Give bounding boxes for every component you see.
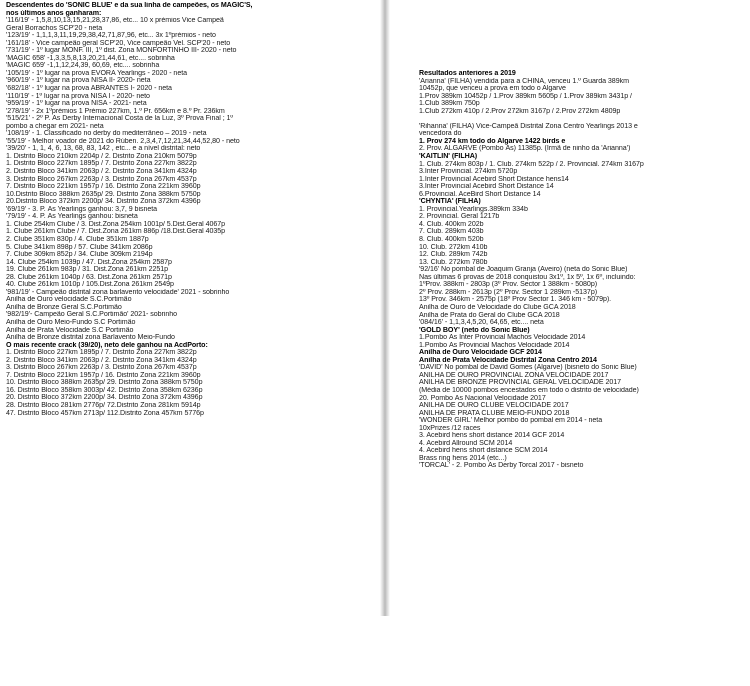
- text-line: ANILHA DE BRONZE PROVINCIAL GERAL VELOCIDADE 2017: [419, 379, 622, 387]
- text-line: 2. Prov. ALGARVE (Pombo Ás) 11385p. (Irmã de ninho da 'Arianna'): [419, 145, 631, 153]
- text-line: '69/19' - 3. P. Ás Yearlings ganhou: 3,7, 9 bisneta: [6, 205, 158, 213]
- text-line: ANILHA DE OURO PROVINCIAL ZONA VELOCIDADE 2017: [419, 371, 609, 379]
- text-line: ANILHA DE PRATA CLUBE MEIO-FUNDO 2018: [419, 409, 570, 417]
- text-line: Anilha de Prata Velocidade Distrital Zona Centro 2014: [419, 356, 597, 364]
- text-line: 3.Inter Provincial Acebird Short Distance 14: [419, 183, 554, 191]
- text-line: Anilha de Ouro Meio-Fundo S.C Portimão: [6, 318, 136, 326]
- text-line: 20. Distrito Bloco 372km 2200p/ 34. Distrito Zona 372km 4396p: [6, 394, 203, 402]
- text-line: '278/19' - 2x 1ºprémios 1 Prémio 227km, 1.º Pr. 656km e 8.º Pr. 236km: [6, 107, 225, 115]
- text-line: '161/18' - Vice campeão geral SCP'20, Vice campeão Vel. SCP'20 - neto: [6, 39, 231, 47]
- text-line: 1.Pombo Ás Inter Provincial Machos Velocidade 2014: [419, 334, 586, 342]
- text-line: '515/21' - 2º P. Ás Derby Internacional Costa de la Luz, 3º Prova Final ; 1º: [6, 115, 233, 123]
- text-line: 7. Club. 289km 403b: [419, 228, 484, 236]
- text-line: '116/19' - 1,5,8,10,13,15,21,28,37,86, etc... 10 x prémios Vice Campeã: [6, 17, 224, 25]
- text-line: Anilha de Bronze Geral S.C.Portimão: [6, 303, 122, 311]
- text-line: 28. Distrito Bloco 281km 2776p/ 72.Distrito Zona 281km 5914p: [6, 401, 201, 409]
- text-line: '110/19' - 1º lugar na prova NISA I - 2020- neto: [6, 92, 150, 100]
- text-line: 20.Distrito Bloco 372km 2200p/ 34. Distrito Zona 372km 4396p: [6, 198, 201, 206]
- text-line: 10. Club. 272km 410b: [419, 243, 488, 251]
- text-line: '108/19' - 1. Classificado no derby do mediterrâneo – 2019 - neta: [6, 130, 207, 138]
- text-line: 10.Distrito Bloco 388km 2635p/ 29. Distrito Zona 388km 5750p: [6, 190, 201, 198]
- text-line: 1.Club 389km 750p: [419, 100, 480, 108]
- text-line: '084/16' - 1,1,3,4,5,20, 64,65, etc.... neta: [419, 319, 544, 327]
- text-line: 13º Prov. 346km - 2575p (18º Prov Sector 1. 346 km - 5079p).: [419, 296, 612, 304]
- text-line: 'DAVID' No pombal de David Gomes (Algarve) (bisneto do Sonic Blue): [419, 364, 637, 372]
- right-column: [419, 0, 747, 686]
- text-line: Nas últimas 6 provas de 2018 conquistou 3x1º, 1x 5º, 1x 6º, incluindo:: [419, 273, 636, 281]
- text-line: 2. Distrito Bloco 341km 2063p / 2. Distrito Zona 341km 4324p: [6, 356, 197, 364]
- text-line: Anilha de Prata Velocidade S.C Portimão: [6, 326, 134, 334]
- text-line: '981/19' - Campeão distrital zona barlavento velocidade' 2021 - sobrinho: [6, 288, 230, 296]
- text-line: 19. Clube 261km 983p / 31. Dist.Zona 261km 2251p: [6, 266, 169, 274]
- text-line: 3. Distrito Bloco 267km 2263p / 3. Distrito Zona 267km 4537p: [6, 175, 197, 183]
- text-line: 13. Club. 272km 780b: [419, 258, 488, 266]
- text-line: 'TORCAL' - 2. Pombo Ás Derby Torcal 2017 - bisneto: [419, 462, 584, 470]
- text-line: 2. Clube 351km 830p / 4. Clube 351km 1887p: [6, 235, 149, 243]
- text-line: Resultados anteriores a 2019: [419, 70, 516, 77]
- page-divider: [380, 0, 390, 616]
- text-line: 3. Distrito Bloco 267km 2263p / 3. Distrito Zona 267km 4537p: [6, 364, 197, 372]
- text-line: 3.Inter Provincial. 274km 5720p: [419, 168, 518, 176]
- text-line: 28. Clube 261km 1040p / 63. Dist.Zona 261km 2571p: [6, 273, 172, 281]
- text-line: (Média de 10000 pombos encestados em todo o distrito de velocidade): [419, 386, 639, 394]
- text-line: 'CHYNTIA' (FILHA): [419, 198, 481, 206]
- text-line: Brass ring hens 2014 (etc...): [419, 454, 507, 462]
- text-line: 2. Provincial. Geral 1217b: [419, 213, 500, 221]
- text-line: 20. Pombo Ás Nacional Velocidade 2017: [419, 394, 546, 402]
- text-line: '55/19' - Melhor voador de 2021 do Rúben. 2,3,4,7,12,21,34,44,52,80 - neto: [6, 137, 240, 145]
- text-line: ANILHA DE OURO CLUBE VELOCIDADE 2017: [419, 402, 569, 410]
- text-line: 7. Distrito Bloco 221km 1957p / 16. Distrito Zona 221km 3960p: [6, 371, 201, 379]
- text-line: Anilha de Ouro de Velocidade do Clube GCA 2018: [419, 303, 576, 311]
- text-line: 'KAITLIN' (FILHA): [419, 153, 478, 161]
- text-line: Anilha de Ouro velocidade S.C.Portimão: [6, 296, 132, 304]
- text-line: 1ºProv. 388km - 2803p (3º Prov. Sector 1 388km - 5080p): [419, 281, 598, 289]
- text-line: pombo a chegar em 2021- neta: [6, 122, 104, 130]
- text-line: 2. Distrito Bloco 341km 2063p / 2. Distrito Zona 341km 4324p: [6, 168, 197, 176]
- text-line: '79/19' - 4. P. Ás Yearlings ganhou: bisneta: [6, 213, 138, 221]
- text-line: 4. Acebird hens short distance SCM 2014: [419, 447, 548, 455]
- text-line: nos últimos anos ganharam:: [6, 9, 102, 17]
- text-line: '123/19' - 1,1,1,3,11,19,29,38,42,71,87,96, etc... 3x 1ºprémios - neto: [6, 32, 216, 40]
- text-line: '39/20' - 1, 1, 4, 6, 13, 68, 83, 142 , etc... e a nível distrital: neto: [6, 145, 201, 153]
- text-line: 10. Distrito Bloco 388km 2635p/ 29. Distrito Zona 388km 5750p: [6, 379, 203, 387]
- text-line: 3. Acebird hens short distance 2014 GCF 2014: [419, 432, 565, 440]
- text-line: 'Rihanna' (FILHA) Vice-Campeã Distrital Zona Centro Yearlings 2013 e: [419, 122, 638, 130]
- text-line: [419, 115, 747, 123]
- text-line: 'MAGIC 658' -1,3,3,5,8,13,20,21,44,61, etc.... sobrinha: [6, 54, 175, 62]
- text-line: '959/19' - 1º lugar na prova NISA - 2021- neta: [6, 100, 147, 108]
- text-line: 'WONDER GIRL' Melhor pombo do pombal em 2014 - neta: [419, 417, 603, 425]
- text-line: Geral Borrachos SCP'20 - neta: [6, 24, 103, 32]
- text-line: 8. Club. 400km 520b: [419, 236, 484, 244]
- text-line: 12. Club. 289km 742b: [419, 251, 488, 259]
- text-line: 1. Provincial.Yearlings.389km 334b: [419, 205, 528, 213]
- text-line: 1.Inter Provincial Acebird Short Distance hens14: [419, 175, 569, 183]
- text-line: '92/16' No pombal de Joaquim Granja (Aveiro) (neta do Sonic Blue): [419, 266, 628, 274]
- text-line: 'Arianna' (FILHA) vendida para a CHINA, venceu 1.º Guarda 389km: [419, 77, 629, 85]
- text-line: 1. Clube 254km Clube / 3. Dist.Zona 254km 1001p/ 5.Dist.Geral 4067p: [6, 220, 226, 228]
- text-line: 4. Acebird Allround SCM 2014: [419, 439, 513, 447]
- text-line: 1. Distrito Bloco 227km 1895p / 7. Distrito Zona 227km 3822p: [6, 160, 197, 168]
- text-line: 14. Clube 254km 1039p / 47. Dist.Zona 254km 2587p: [6, 258, 172, 266]
- text-line: '682/18' - 1º lugar na prova ABRANTES I- 2020 - neta: [6, 85, 172, 93]
- text-line: 7. Clube 309km 852p / 34. Clube 309km 2194p: [6, 251, 153, 259]
- text-line: 40. Clube 261km 1010p / 105.Dist.Zona 261km 2549p: [6, 281, 174, 289]
- text-line: '731/19' - 1º lugar MONF. III, 1º dist. Zona MONFORTINHO III- 2020 - neto: [6, 47, 237, 55]
- text-line: 'MAGIC 659' -1,1,12,24,39, 60,69, etc.... sobrinha: [6, 62, 160, 70]
- text-line: 4. Club. 400km 202b: [419, 220, 484, 228]
- text-line: '982/19'- Campeão Geral S.C.Portimão' 2021- sobrinho: [6, 311, 178, 319]
- text-line: 1.Pombo Ás Provincial Machos Velocidade 2014: [419, 341, 570, 349]
- left-column: [6, 0, 370, 618]
- text-line: Anilha de Bronze distrital zona Barlavento Meio-Fundo: [6, 334, 175, 342]
- text-line: 2º Prov. 288km - 2613p (2º Prov. Sector 1 289km -5137p): [419, 288, 598, 296]
- text-line: '960/19' - 1º lugar na prova NISA II- 2020- neta: [6, 77, 151, 85]
- text-line: Descendentes do 'SONIC BLUE' e da sua linha de campeões, os MAGIC'S,: [6, 2, 253, 9]
- text-line: 'GOLD BOY' (neto do Sonic Blue): [419, 326, 530, 334]
- text-line: Anilha de Ouro Velocidade GCF 2014: [419, 349, 542, 357]
- text-line: 7. Distrito Bloco 221km 1957p / 16. Distrito Zona 221km 3960p: [6, 183, 201, 191]
- text-line: 1. Distrito Bloco 210km 2204p / 2. Distrito Zona 210km 5079p: [6, 152, 197, 160]
- text-line: 1.Club 272km 410p / 2.Prov 272km 3167p / 2.Prov 272km 4809p: [419, 107, 621, 115]
- text-line: 1.Prov 389km 10452p / 1.Prov 389km 5605p / 1.Prov 389km 3431p /: [419, 92, 632, 100]
- text-line: 47. Distrito Bloco 457km 2713p/ 112.Distrito Zona 457km 5776p: [6, 409, 204, 417]
- text-line: 6.Provincial. AceBird Short Distance 14: [419, 190, 541, 198]
- text-line: '105/19' - 1º lugar na prova EVORA Yearlings - 2020 - neta: [6, 69, 188, 77]
- text-line: 1. Club. 274km 803p / 1. Club. 274km 522p / 2. Provincial. 274km 3167p: [419, 160, 644, 168]
- text-line: vencedora do: [419, 130, 462, 138]
- text-line: Anilha de Prata do Geral do Clube GCA 2018: [419, 311, 560, 319]
- text-line: 10xPrizes /12 races: [419, 424, 481, 432]
- text-line: 1. Prov 274 km todo do Algarve 1422 birds e: [419, 137, 566, 145]
- text-line: O mais recente crack (39/20), neto dele ganhou na AcdPorto:: [6, 341, 208, 349]
- text-line: 16. Distrito Bloco 358km 3003p/ 42. Distrito Zona 358km 6236p: [6, 386, 203, 394]
- text-line: 5. Clube 341km 898p / 57. Clube 341km 2086p: [6, 243, 153, 251]
- text-line: 1. Distrito Bloco 227km 1895p / 7. Distrito Zona 227km 3822p: [6, 349, 197, 357]
- text-line: 1. Clube 261km Clube / 7. Dist.Zona 261km 886p /18.Dist.Geral 4035p: [6, 228, 226, 236]
- text-line: 10452p, que venceu a prova em todo o Algarve: [419, 85, 566, 93]
